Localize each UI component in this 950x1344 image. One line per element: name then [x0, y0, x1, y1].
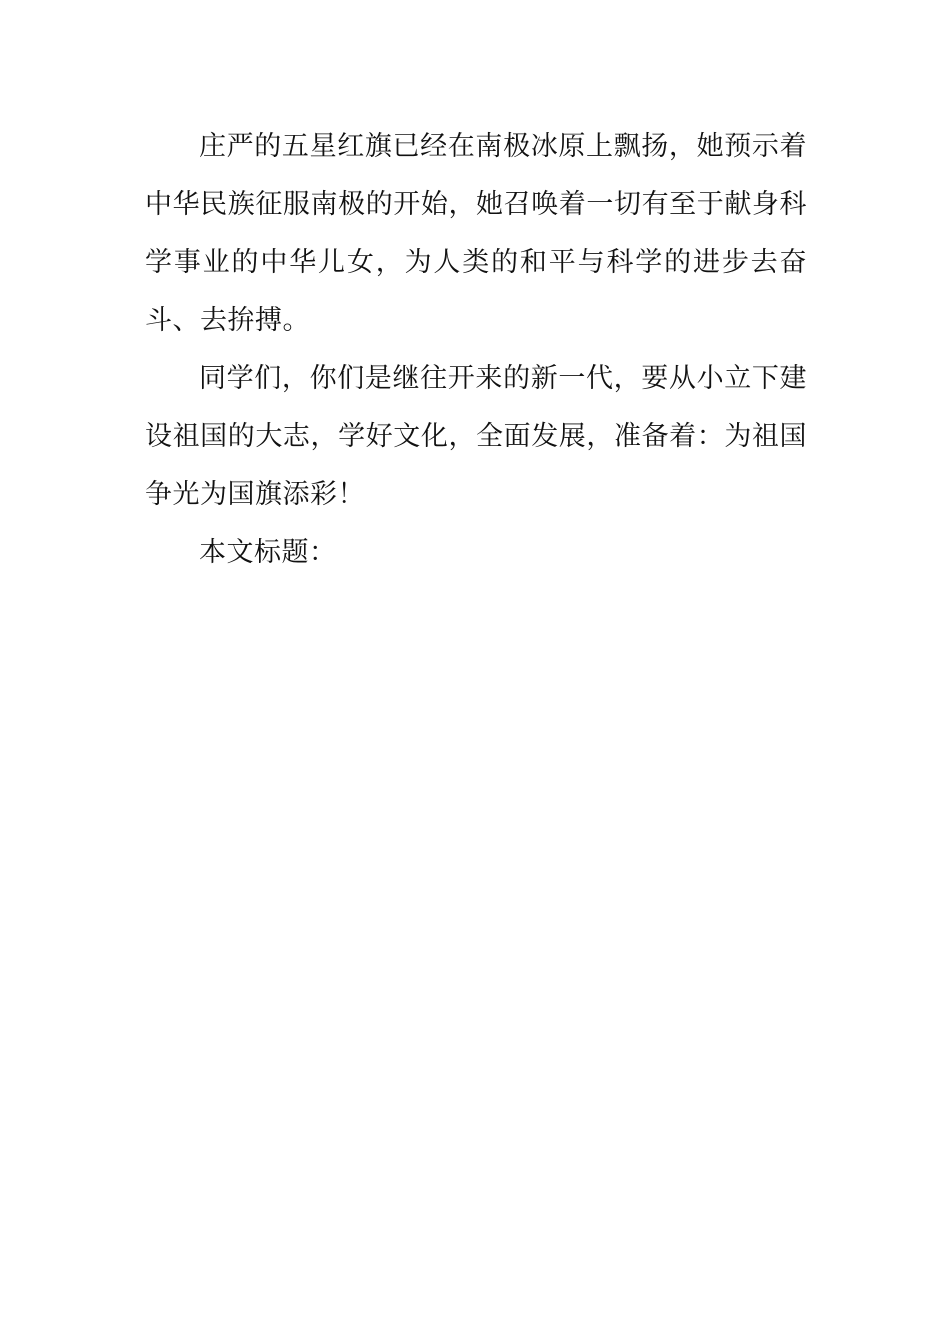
document-body	[145, 118, 807, 582]
paragraph-article-title-label: 本文标题：	[199, 537, 337, 568]
paragraph-students-call: 同学们，你们是继往开来的新一代，要从小立下建设祖国的大志，学好文化，全面发展，准备着：为祖国争光为国旗添彩！	[145, 363, 807, 510]
paragraph-antarctic-flag: 庄严的五星红旗已经在南极冰原上飘扬，她预示着中华民族征服南极的开始，她召唤着一切有至于献身科学事业的中华儿女，为人类的和平与科学的进步去奋斗、去拚搏。	[145, 131, 807, 336]
